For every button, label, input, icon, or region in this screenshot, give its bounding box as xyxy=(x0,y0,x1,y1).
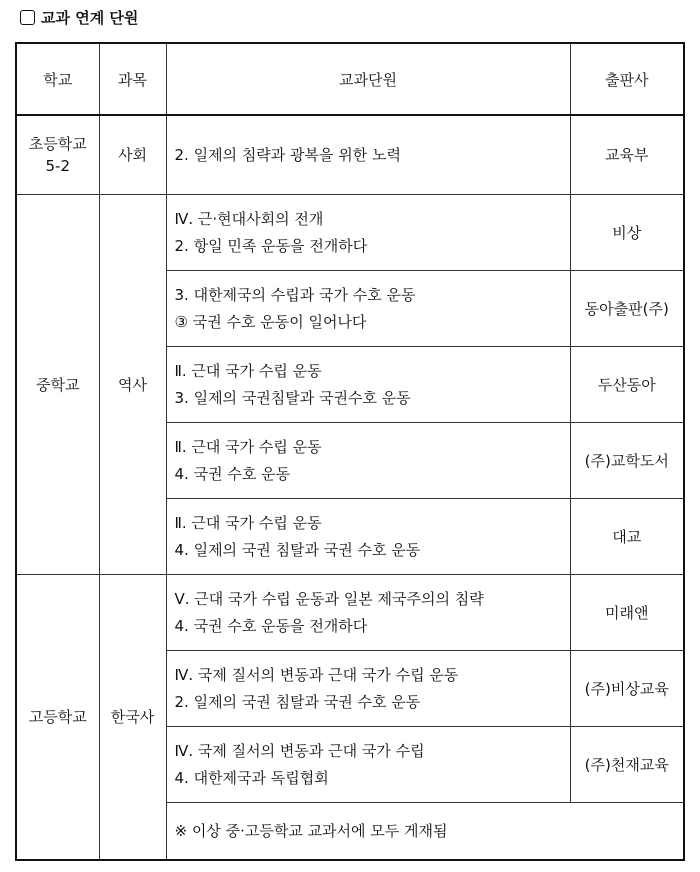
unit-line: Ⅱ. 근대 국가 수립 운동 xyxy=(174,437,322,456)
school-cell-elementary xyxy=(16,115,99,195)
school-cell-high: 고등학교 xyxy=(16,575,99,861)
header-unit: 교과단원 xyxy=(166,43,570,115)
publisher-cell: 비상 xyxy=(570,195,684,271)
subject-cell: 역사 xyxy=(99,195,166,575)
table-row xyxy=(16,115,684,195)
school-cell-middle: 중학교 xyxy=(16,195,99,575)
unit-line: 4. 일제의 국권 침탈과 국권 수호 운동 xyxy=(174,540,421,559)
subject-cell: 한국사 xyxy=(99,575,166,861)
unit-line: Ⅳ. 국제 질서의 변동과 근대 국가 수립 xyxy=(174,741,425,760)
unit-line: Ⅳ. 근·현대사회의 전개 xyxy=(174,209,324,228)
unit-cell xyxy=(166,727,570,803)
publisher-cell: 동아출판(주) xyxy=(570,271,684,347)
unit-cell xyxy=(166,195,570,271)
unit-cell xyxy=(166,347,570,423)
header-school: 학교 xyxy=(16,43,99,115)
school-name: 초등학교 xyxy=(28,135,87,153)
publisher-cell: (주)비상교육 xyxy=(570,651,684,727)
unit-line: 4. 국권 수호 운동을 전개하다 xyxy=(174,616,368,635)
table-row xyxy=(16,575,684,651)
unit-line: ③ 국권 수호 운동이 일어나다 xyxy=(174,312,367,331)
publisher-cell: (주)교학도서 xyxy=(570,423,684,499)
unit-cell xyxy=(166,499,570,575)
unit-cell xyxy=(166,115,570,195)
unit-line: 2. 일제의 침략과 광복을 위한 노력 xyxy=(174,145,402,164)
unit-line: 3. 일제의 국권침탈과 국권수호 운동 xyxy=(174,388,411,407)
section-heading xyxy=(20,6,138,28)
publisher-cell: 대교 xyxy=(570,499,684,575)
unit-cell xyxy=(166,651,570,727)
note-cell xyxy=(166,803,684,861)
curriculum-table xyxy=(15,42,685,861)
unit-line: Ⅴ. 근대 국가 수립 운동과 일본 제국주의의 침략 xyxy=(174,589,484,608)
unit-line: Ⅱ. 근대 국가 수립 운동 xyxy=(174,361,322,380)
unit-line: Ⅱ. 근대 국가 수립 운동 xyxy=(174,513,322,532)
unit-line: 4. 대한제국과 독립협회 xyxy=(174,768,329,787)
school-grade: 5-2 xyxy=(45,157,70,175)
subject-cell: 사회 xyxy=(99,115,166,195)
checkbox-square-icon xyxy=(20,10,35,25)
unit-cell xyxy=(166,271,570,347)
header-subject: 과목 xyxy=(99,43,166,115)
table-header-row xyxy=(16,43,684,115)
unit-cell xyxy=(166,575,570,651)
unit-line: 4. 국권 수호 운동 xyxy=(174,464,291,483)
publisher-cell: 미래앤 xyxy=(570,575,684,651)
unit-line: Ⅳ. 국제 질서의 변동과 근대 국가 수립 운동 xyxy=(174,665,459,684)
publisher-cell: 교육부 xyxy=(570,115,684,195)
header-publisher: 출판사 xyxy=(570,43,684,115)
unit-line: 3. 대한제국의 수립과 국가 수호 운동 xyxy=(174,285,416,304)
section-heading-text: 교과 연계 단원 xyxy=(41,8,139,27)
table-row xyxy=(16,195,684,271)
unit-cell xyxy=(166,423,570,499)
unit-line: 2. 일제의 국권 침탈과 국권 수호 운동 xyxy=(174,692,421,711)
unit-line: 2. 항일 민족 운동을 전개하다 xyxy=(174,236,368,255)
publisher-cell: (주)천재교육 xyxy=(570,727,684,803)
note-text: ※ 이상 중·고등학교 교과서에 모두 게재됨 xyxy=(174,821,448,840)
publisher-cell: 두산동아 xyxy=(570,347,684,423)
